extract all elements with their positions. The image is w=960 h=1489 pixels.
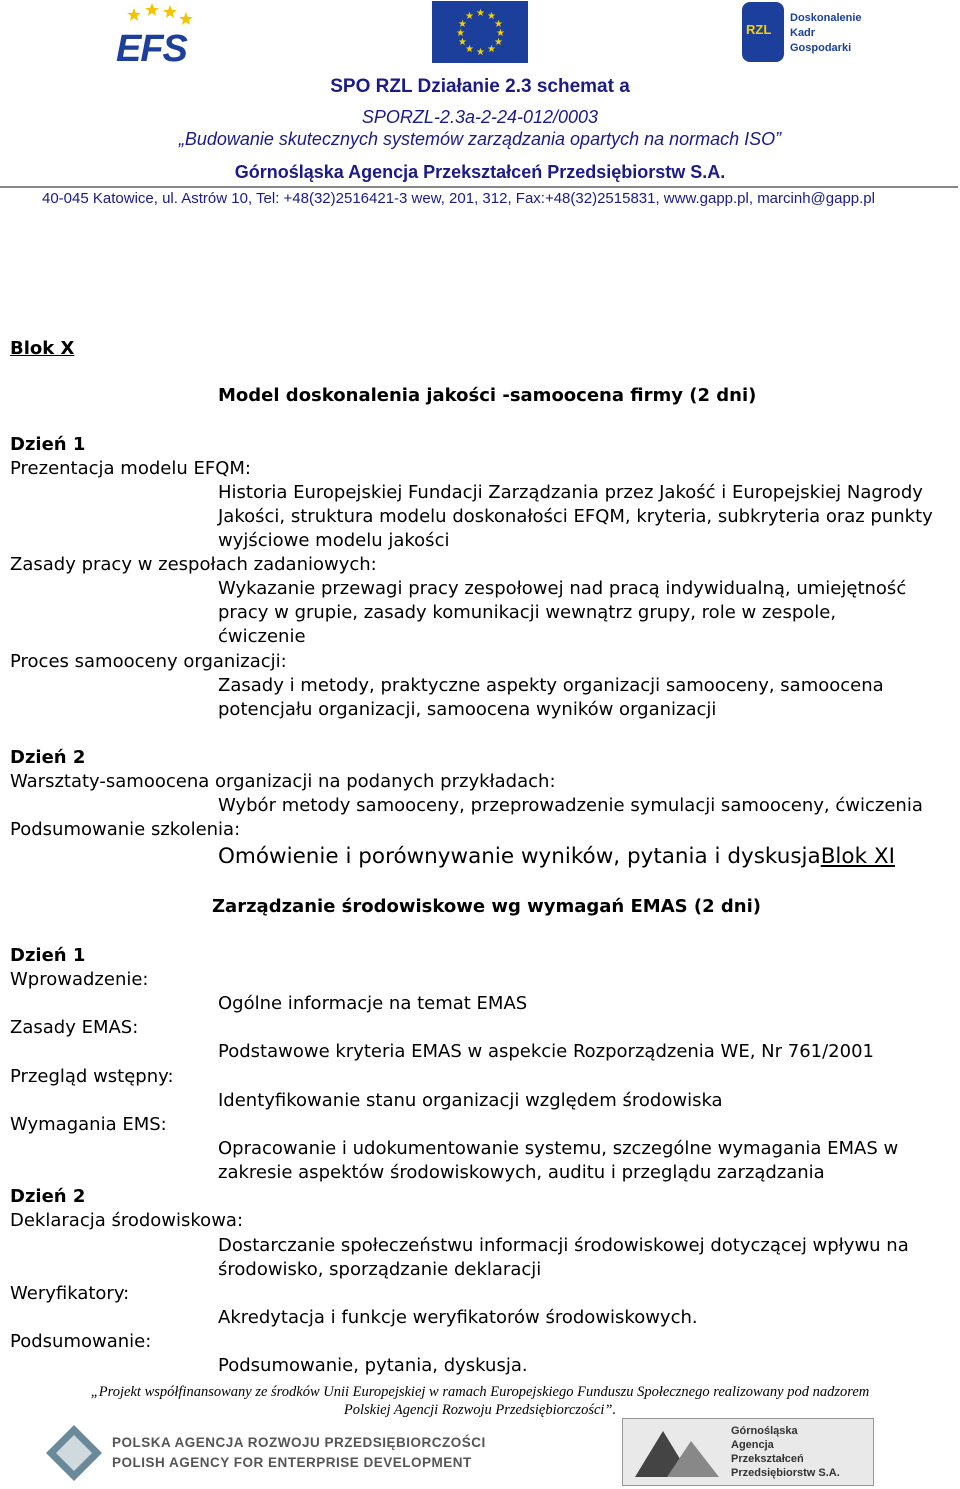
block-x-label: Blok X: [10, 338, 75, 359]
topic-workshop: Warsztaty-samoocena organizacji na podanych przykładach:: [10, 771, 556, 792]
desc-self-assessment-1: Zasady i metody, praktyczne aspekty organizacji samooceny, samoocena: [218, 675, 884, 696]
gapp-line-3: Przekształceń: [731, 1453, 804, 1465]
svg-text:★: ★: [456, 28, 465, 39]
desc-declaration-1: Dostarczanie społeczeństwu informacji środowiskowej dotyczącej wpływu na: [218, 1235, 909, 1256]
block-xi-label: Blok XI: [820, 844, 895, 869]
svg-text:★: ★: [496, 28, 505, 39]
desc-efqm-3: wyjściowe modelu jakości: [218, 530, 450, 551]
desc-teamwork-3: ćwiczenie: [218, 626, 306, 647]
efs-logo: [112, 2, 212, 70]
dkg-line-1: Doskonalenie: [790, 12, 862, 24]
parp-line-pl: POLSKA AGENCJA ROZWOJU PRZEDSIĘBIORCZOŚCI: [112, 1435, 486, 1450]
dkg-mark-text: RZL: [746, 22, 772, 37]
funding-note-1: „Projekt współfinansowany ze środków Unii Europejskiej w ramach Europejskiego Funduszu Społecznego realizowany pod nadzorem: [90, 1384, 870, 1400]
desc-self-assessment-2: potencjału organizacji, samoocena wyników organizacji: [218, 699, 717, 720]
topic-teamwork: Zasady pracy w zespołach zadaniowych:: [10, 554, 377, 575]
topic-efqm: Prezentacja modelu EFQM:: [10, 458, 251, 479]
topic-self-assessment: Proces samooceny organizacji:: [10, 651, 287, 672]
organization-name: Górnośląska Agencja Przekształceń Przedsiębiorstw S.A.: [234, 162, 726, 182]
gapp-line-4: Przedsiębiorstw S.A.: [731, 1467, 840, 1479]
efs-logo-text: EFS: [116, 28, 187, 70]
desc-ems-requirements-2: zakresie aspektów środowiskowych, auditu i przeglądu zarządzania: [218, 1162, 825, 1183]
desc-summary: Omówienie i porównywanie wyników, pytania i dyskusja: [218, 844, 821, 869]
desc-verifiers: Akredytacja i funkcje weryfikatorów środowiskowych.: [218, 1307, 698, 1328]
block-xi-day-2: Dzień 2: [10, 1186, 86, 1207]
desc-workshop: Wybór metody samooceny, przeprowadzenie symulacji samooceny, ćwiczenia: [218, 795, 923, 816]
block-xi-day-1: Dzień 1: [10, 945, 86, 966]
topic-closing: Podsumowanie:: [10, 1331, 152, 1352]
topic-emas-rules: Zasady EMAS:: [10, 1017, 139, 1038]
topic-summary: Podsumowanie szkolenia:: [10, 819, 241, 840]
desc-efqm-2: Jakości, struktura modelu doskonałości EFQM, kryteria, subkryteria oraz punkty: [218, 506, 933, 527]
parp-line-en: POLISH AGENCY FOR ENTERPRISE DEVELOPMENT: [112, 1455, 472, 1470]
desc-closing: Podsumowanie, pytania, dyskusja.: [218, 1355, 528, 1376]
topic-verifiers: Weryfikatory:: [10, 1283, 130, 1304]
project-code: SPORZL-2.3a-2-24-012/0003: [361, 107, 599, 127]
parp-diamond-icon: [44, 1423, 104, 1483]
project-title: „Budowanie skutecznych systemów zarządzania opartych na normach ISO”: [178, 129, 782, 149]
block-xi-title: Zarządzanie środowiskowe wg wymagań EMAS (2 dni): [212, 896, 761, 917]
desc-declaration-2: środowisko, sporządzanie deklaracji: [218, 1259, 542, 1280]
funding-note-2: Polskiej Agencji Rozwoju Przedsiębiorczości”.: [343, 1402, 617, 1418]
summary-line: [218, 843, 895, 871]
svg-text:★: ★: [476, 47, 485, 58]
svg-text:★: ★: [458, 19, 467, 30]
gapp-logo: [622, 1418, 874, 1486]
desc-ems-requirements-1: Opracowanie i udokumentowanie systemu, szczególne wymagania EMAS w: [218, 1138, 899, 1159]
header-divider: [0, 186, 958, 188]
svg-text:★: ★: [465, 44, 474, 55]
svg-text:★: ★: [487, 11, 496, 22]
desc-initial-review: Identyfikowanie stanu organizacji względem środowiska: [218, 1090, 723, 1111]
desc-introduction: Ogólne informacje na temat EMAS: [218, 993, 528, 1014]
svg-text:★: ★: [494, 19, 503, 30]
topic-ems-requirements: Wymagania EMS:: [10, 1114, 167, 1135]
gapp-line-2: Agencja: [731, 1439, 774, 1451]
svg-text:★: ★: [487, 44, 496, 55]
svg-text:★: ★: [494, 37, 503, 48]
block-x-day-1: Dzień 1: [10, 434, 86, 455]
eu-stars-icon: [432, 1, 528, 63]
block-x-title: Model doskonalenia jakości -samoocena firmy (2 dni): [218, 385, 757, 406]
eu-flag: [432, 1, 528, 63]
svg-text:★: ★: [458, 37, 467, 48]
desc-emas-rules: Podstawowe kryteria EMAS w aspekcie Rozporządzenia WE, Nr 761/2001: [218, 1041, 874, 1062]
parp-logo: [44, 1423, 500, 1483]
program-title: SPO RZL Działanie 2.3 schemat a: [330, 76, 630, 97]
block-x-day-2: Dzień 2: [10, 747, 86, 768]
topic-initial-review: Przegląd wstępny:: [10, 1066, 174, 1087]
dkg-line-2: Kadr: [790, 27, 816, 39]
dkg-logo: [740, 2, 870, 66]
topic-declaration: Deklaracja środowiskowa:: [10, 1210, 244, 1231]
gapp-line-1: Górnośląska: [731, 1425, 798, 1437]
desc-teamwork-1: Wykazanie przewagi pracy zespołowej nad pracą indywidualną, umiejętność: [218, 578, 907, 599]
dkg-line-3: Gospodarki: [790, 42, 852, 54]
desc-teamwork-2: pracy w grupie, zasady komunikacji wewnątrz grupy, role w zespole,: [218, 602, 837, 623]
svg-text:★: ★: [476, 8, 485, 19]
contact-line: 40-045 Katowice, ul. Astrów 10, Tel: +48(32)2516421-3 wew, 201, 312, Fax:+48(32)2515831, www.gapp.pl, marcinh@gapp.pl: [42, 190, 875, 207]
svg-text:★: ★: [465, 11, 474, 22]
gapp-arrow-icon: [627, 1423, 727, 1483]
topic-introduction: Wprowadzenie:: [10, 969, 149, 990]
desc-efqm-1: Historia Europejskiej Fundacji Zarządzania przez Jakość i Europejskiej Nagrody: [218, 482, 923, 503]
